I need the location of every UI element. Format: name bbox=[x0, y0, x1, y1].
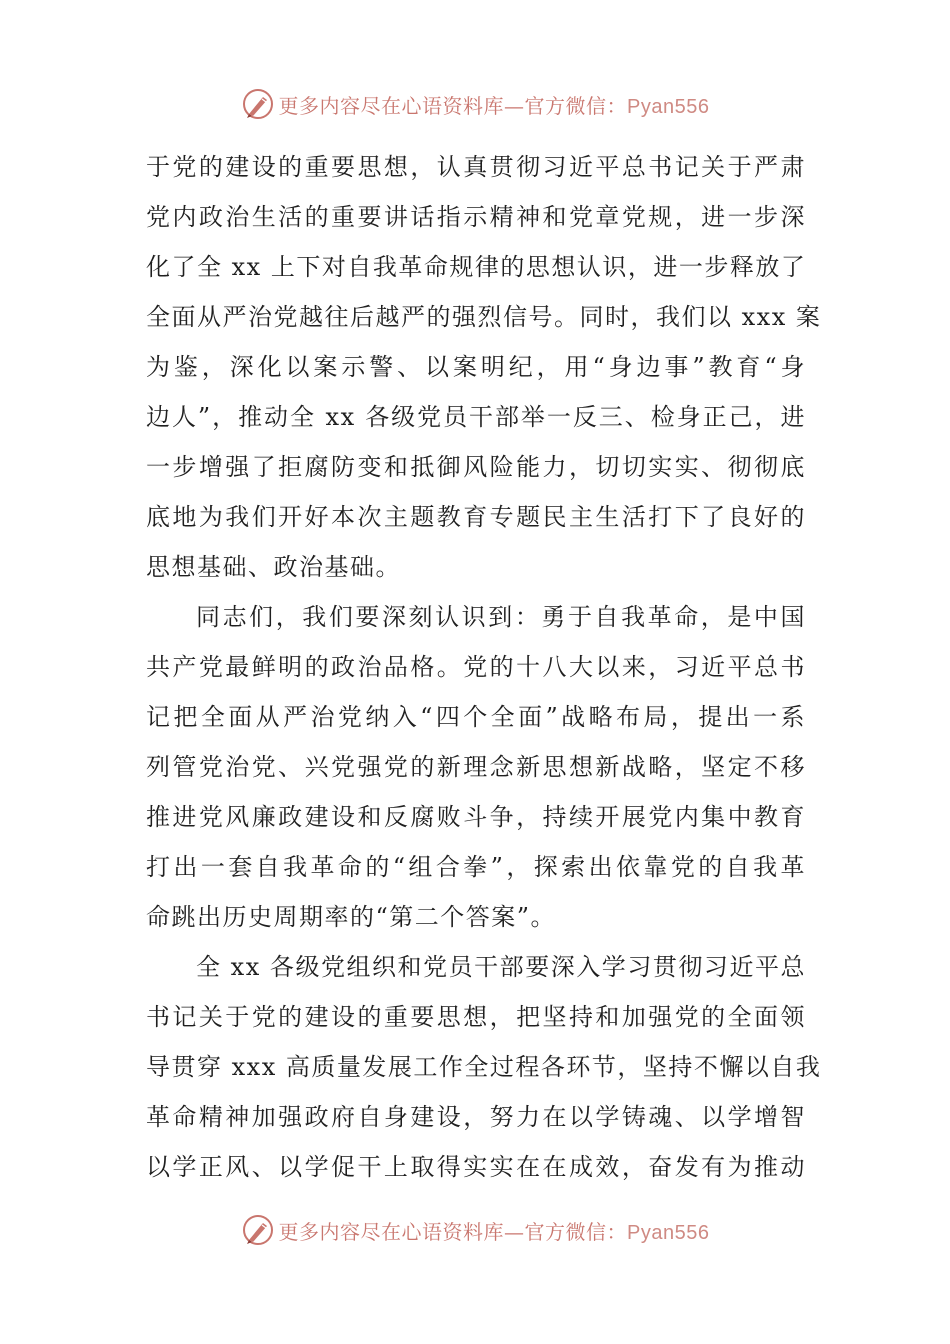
body-line: 革命精神加强政府自身建设，努力在以学铸魂、以学增智 bbox=[146, 1103, 806, 1131]
document-body bbox=[146, 142, 822, 1192]
footer-watermark-banner bbox=[0, 1210, 950, 1250]
body-line: 列管党治党、兴党强党的新理念新思想新战略，坚定不移 bbox=[146, 753, 806, 781]
body-line: 书记关于党的建设的重要思想，把坚持和加强党的全面领 bbox=[146, 1003, 806, 1031]
header-banner-text: 更多内容尽在心语资料库—官方微信：Pyan556 bbox=[278, 93, 710, 118]
header-watermark-banner bbox=[0, 84, 950, 124]
body-line: 全面从严治党越往后越严的强烈信号。同时，我们以 xxx 案 bbox=[146, 303, 822, 331]
paragraph-start-line: 全 xx 各级党组织和党员干部要深入学习贯彻习近平总 bbox=[196, 953, 806, 981]
pen-logo-icon bbox=[241, 87, 275, 121]
pen-logo-icon bbox=[241, 1213, 275, 1247]
body-line: 化了全 xx 上下对自我革命规律的思想认识，进一步释放了 bbox=[146, 253, 807, 281]
body-line: 命跳出历史周期率的“第二个答案”。 bbox=[146, 903, 557, 931]
footer-banner-text: 更多内容尽在心语资料库—官方微信：Pyan556 bbox=[278, 1219, 710, 1244]
body-line: 于党的建设的重要思想，认真贯彻习近平总书记关于严肃 bbox=[146, 153, 806, 181]
paragraph-start-line: 同志们，我们要深刻认识到：勇于自我革命，是中国 bbox=[196, 603, 806, 631]
body-line: 打出一套自我革命的“组合拳”，探索出依靠党的自我革 bbox=[146, 853, 806, 881]
body-line: 党内政治生活的重要讲话指示精神和党章党规，进一步深 bbox=[146, 203, 806, 231]
body-line: 思想基础、政治基础。 bbox=[146, 553, 401, 581]
body-line: 为鉴，深化以案示警、以案明纪，用“身边事”教育“身 bbox=[146, 353, 806, 381]
body-line: 边人”，推动全 xx 各级党员干部举一反三、检身正己，进 bbox=[146, 403, 806, 431]
body-line: 一步增强了拒腐防变和抵御风险能力，切切实实、彻彻底 bbox=[146, 453, 806, 481]
body-line: 记把全面从严治党纳入“四个全面”战略布局，提出一系 bbox=[146, 703, 806, 731]
body-line: 推进党风廉政建设和反腐败斗争，持续开展党内集中教育 bbox=[146, 803, 806, 831]
body-line: 共产党最鲜明的政治品格。党的十八大以来，习近平总书 bbox=[146, 653, 806, 681]
body-line: 导贯穿 xxx 高质量发展工作全过程各环节，坚持不懈以自我 bbox=[146, 1053, 822, 1081]
body-line: 底地为我们开好本次主题教育专题民主生活打下了良好的 bbox=[146, 503, 806, 531]
body-line: 以学正风、以学促干上取得实实在在成效，奋发有为推动 bbox=[146, 1153, 806, 1181]
